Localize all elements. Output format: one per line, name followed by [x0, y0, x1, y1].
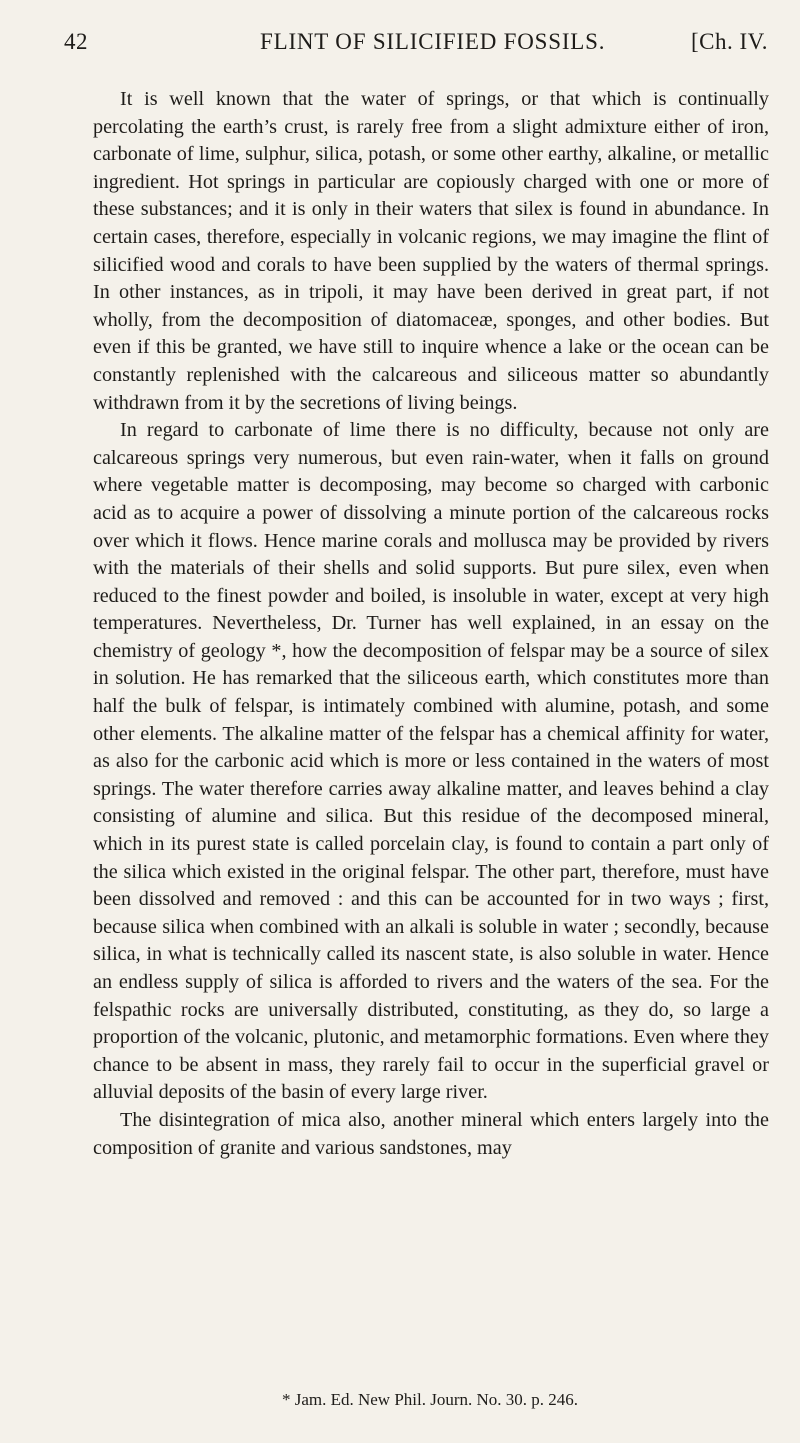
running-head	[64, 22, 768, 62]
chapter-label: [Ch. IV.	[690, 29, 768, 54]
footnote: * Jam. Ed. New Phil. Journ. No. 30. p. 246.	[281, 1390, 579, 1409]
body-text	[93, 86, 769, 1162]
paragraph-1: It is well known that the water of springs, or that which is continually percolating the earth’s crust, is rarely free from a slight admixture either of iron, carbonate of lime, sulphur, silica, potash, or some other earthy, alkaline, or metallic ingredient. Hot springs in particular are copiously charged with one or more of these substances; and it is only in their waters that silex is found in abundance. In certain cases, therefore, especially in volcanic regions, we may imagine the flint of silicified wood and corals to have been supplied by the waters of thermal springs. In other instances, as in tripoli, it may have been derived in great part, if not wholly, from the decomposition of diatomaceæ, sponges, and other bodies. But even if this be granted, we have still to inquire whence a lake or the ocean can be constantly replenished with the calcareous and siliceous matter so abundantly withdrawn from it by the secretions of living beings.	[93, 88, 769, 414]
page-number: 42	[64, 29, 88, 54]
running-title: FLINT OF SILICIFIED FOSSILS.	[260, 29, 606, 54]
paragraph-3: The disintegration of mica also, another mineral which enters largely into the composition of granite and various sandstones, may	[93, 1108, 769, 1159]
paragraph-2: In regard to carbonate of lime there is no difficulty, because not only are calcareous springs very numerous, but even rain-water, when it falls on ground where vegetable matter is decomposing, may become so charged with carbonic acid as to acquire a power of dissolving a minute portion of the calcareous rocks over which it flows. Hence marine corals and mollusca may be provided by rivers with the materials of their shells and solid supports. But pure silex, even when reduced to the finest powder and boiled, is insoluble in water, except at very high temperatures. Nevertheless, Dr. Turner has well explained, in an essay on the chemistry of geology *, how the decomposition of felspar may be a source of silex in solution. He has remarked that the siliceous earth, which constitutes more than half the bulk of felspar, is intimately combined with alumine, potash, and some other elements. The alkaline matter of the felspar has a chemical affinity for water, as also for the carbonic acid which is more or less contained in the waters of most springs. The water therefore carries away alkaline matter, and leaves behind a clay consisting of alumine and silica. But this residue of the decomposed mineral, which in its purest state is called porcelain clay, is found to contain a part only of the silica which existed in the original felspar. The other part, therefore, must have been dissolved and removed : and this can be accounted for in two ways ; first, because silica when combined with an alkali is soluble in water ; secondly, because silica, in what is technically called its nascent state, is also soluble in water. Hence an endless supply of silica is afforded to rivers and the waters of the sea. For the felspathic rocks are universally distributed, constituting, as they do, so large a proportion of the volcanic, plutonic, and metamorphic formations. Even where they chance to be absent in mass, they rarely fail to occur in the superficial gravel or alluvial deposits of the basin of every large river.	[93, 419, 769, 1104]
